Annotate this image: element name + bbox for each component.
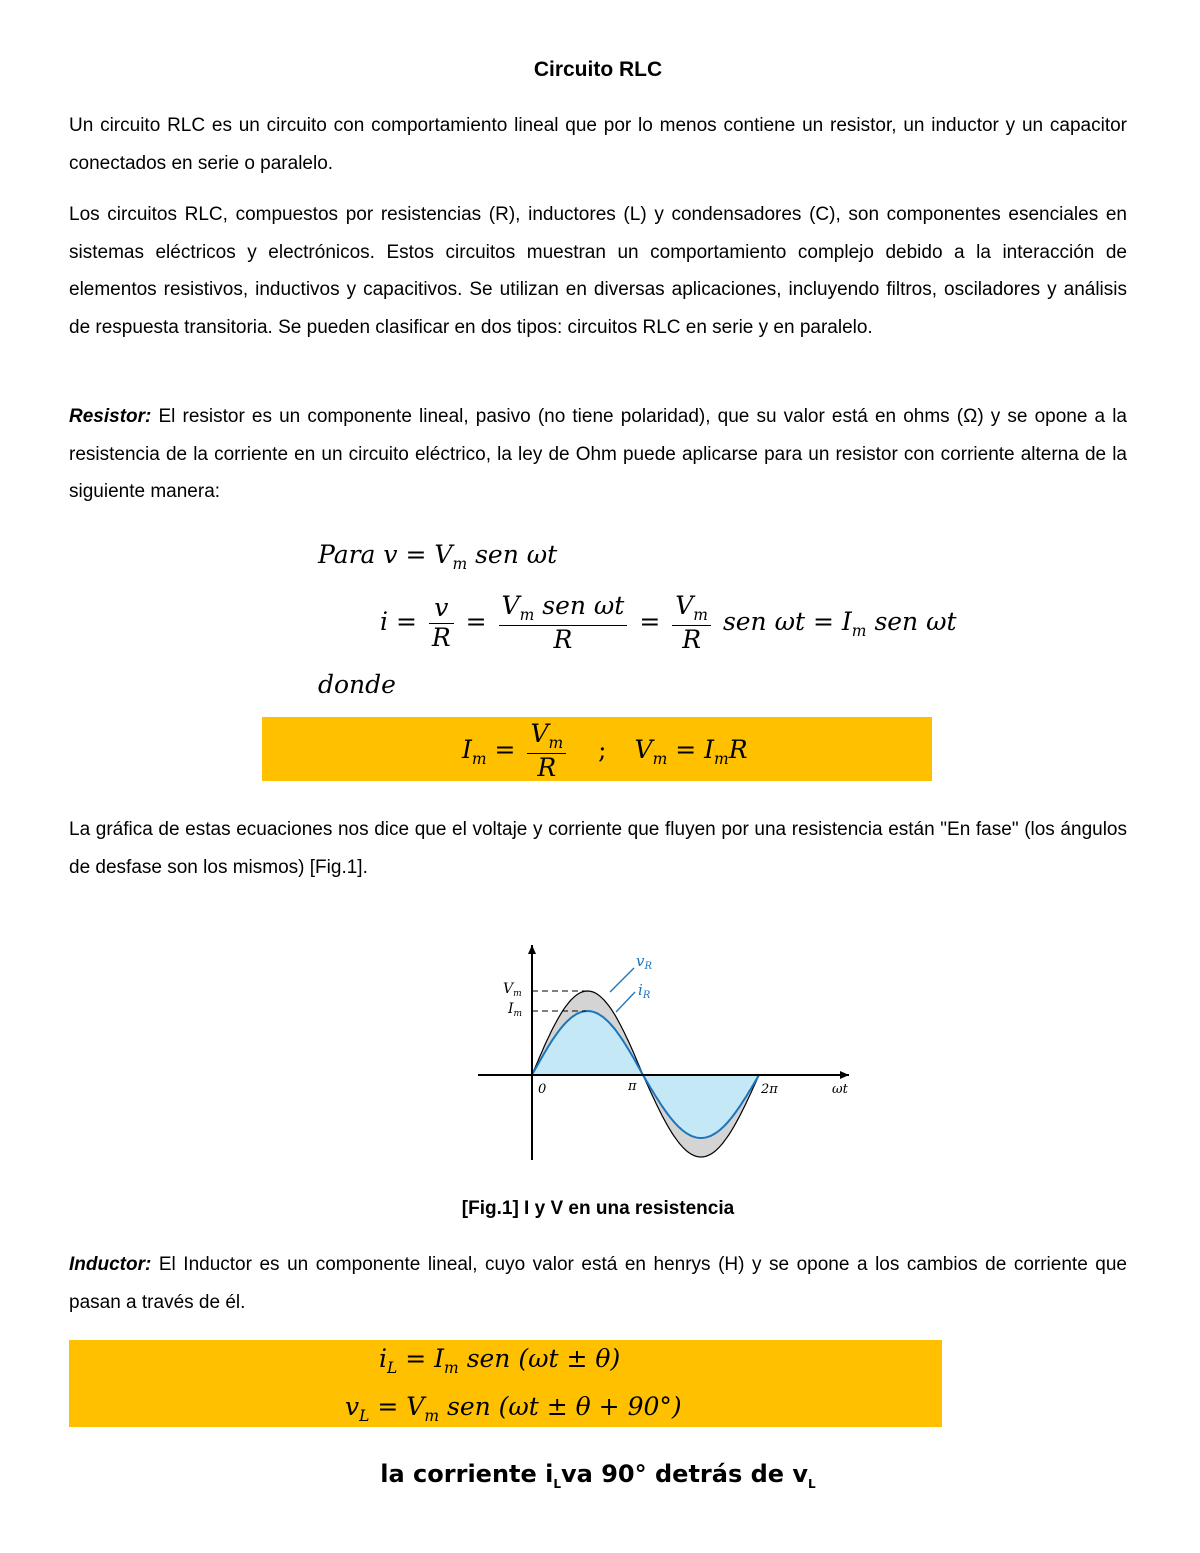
page-title: Circuito RLC (533, 58, 663, 81)
inductor-conclusion: la corriente $i_Lva$ 90° detrás de $v_L$ (380, 1460, 816, 1491)
fraction-v-over-r: $\frac{v}{R}$ (429, 594, 454, 653)
tick-label-2pi: 2π (761, 1082, 778, 1097)
pointer-vr (610, 968, 634, 992)
figure-sine-resistor (404, 940, 854, 1165)
y-axis-arrow (528, 945, 536, 954)
inductor-text: El Inductor es un componente lineal, cuyo valor está en henrys (H) y se opone a los cambios de corriente que pasan a través de él. (69, 1254, 1127, 1313)
resistor-label: Resistor: (69, 406, 152, 427)
intro-paragraph-1: Un circuito RLC es un circuito con comportamiento lineal que por lo menos contiene un resistor, un inductor y un capacitor conectados en serie o paralelo. (69, 115, 1127, 174)
label-ir: $i_R$ (638, 981, 651, 1001)
resistor-text: El resistor es un componente lineal, pasivo (no tiene polaridad), que su valor está en ohms (Ω) y se opone a la resistencia de la corriente en un circuito eléctrico, la ley de Ohm puede aplicarse para un resistor con corriente alterna de la siguiente manera: (69, 406, 1127, 502)
equation-donde: donde (318, 670, 396, 699)
resistor-paragraph (69, 398, 1127, 511)
inductor-paragraph (69, 1246, 1127, 1321)
graph-paragraph: La gráfica de estas ecuaciones nos dice que el voltaje y corriente que fluyen por una resistencia están "En fase" (los ángulos de desfase son los mismos) [Fig.1]. (69, 819, 1127, 878)
fraction-vm-over-r: $\frac{V_m}{R}$ (672, 592, 711, 655)
highlight-box-inductor (69, 1340, 942, 1427)
figure-caption: [Fig.1] I y V en una resistencia (461, 1198, 735, 1219)
equation-il: $i_L = I_m$ sen (ωt ± θ) (379, 1344, 621, 1377)
label-vm: $V_m$ (503, 981, 522, 999)
inductor-label: Inductor: (69, 1254, 152, 1275)
fraction-vm-sen-over-r: $\frac{V_m sen \omega t}{R}$ (499, 592, 628, 655)
tick-label-0: 0 (538, 1082, 547, 1097)
highlight-box-resistor (262, 717, 932, 781)
pointer-ir (616, 992, 635, 1012)
x-axis-arrow (840, 1071, 849, 1079)
label-im: $I_m$ (508, 1001, 523, 1019)
intro-paragraph-2: Los circuitos RLC, compuestos por resistencias (R), inductores (L) y condensadores (C), son componentes esenciales en sistemas eléctricos y electrónicos. Estos circuitos muestran un comportamiento complejo debido a la interacción de elementos resistivos, inductivos y capacitivos. Se utilizan en diversas aplicaciones, incluyendo filtros, osciladores y análisis de respuesta transitoria. Se pueden clasificar en dos tipos: circuitos RLC en serie y en paralelo. (69, 204, 1127, 338)
tick-label-pi: π (628, 1079, 637, 1094)
equation-vl: $v_L = V_m$ sen (ωt ± θ + 90°) (345, 1392, 682, 1425)
equation-im-vm: $I_m$ = $\frac{V_m}{R}$ ; $V_m = I_mR$ (462, 719, 748, 782)
equation-para: Para $v = V_m$ sen ωt (318, 540, 558, 573)
label-vr: $v_R$ (636, 952, 653, 972)
equation-ohm: i = $\frac{v}{R}$ = $\frac{V_m sen \omega t}{R}$ = $\frac{V_m}{R}$ sen $\omega t = I_m$ sen ωt (380, 591, 957, 654)
axis-label-wt: ωt (832, 1082, 848, 1097)
